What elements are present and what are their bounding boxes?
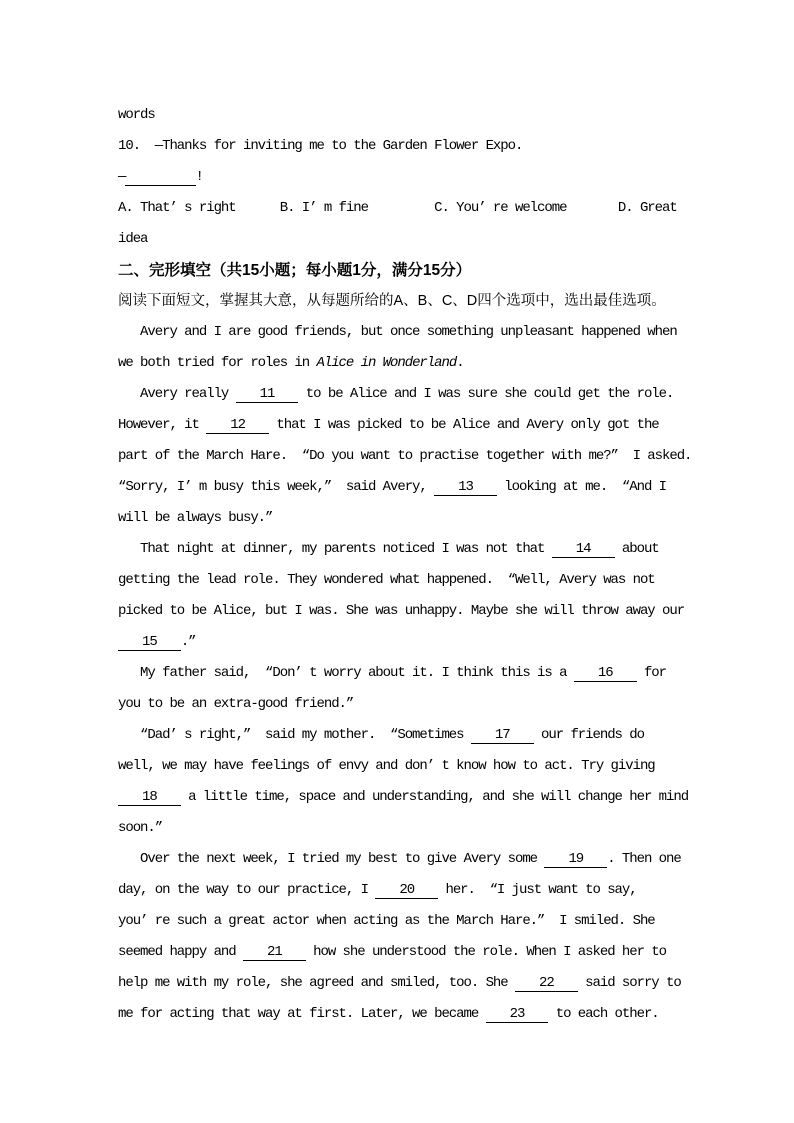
numbered-blank-underline: 13 <box>436 479 495 495</box>
numbered-blank-underline: 19 <box>546 851 606 867</box>
numbered-blank-underline: 20 <box>377 882 437 898</box>
numbered-blank-underline: 14 <box>553 541 613 557</box>
numbered-blank-underline: 21 <box>244 944 304 960</box>
book-title-italic: Alice in Wonderland <box>316 355 457 371</box>
numbered-blank-underline: 12 <box>208 417 268 433</box>
question-10-options-row: A. That’ s right B. I’ m fine C. You’ re welcome D. Great <box>118 200 677 216</box>
passage-line: “Sorry, I’ m busy this week,” said Avery, 13 looking at me. “And I <box>118 479 667 495</box>
passage-line: 15 .” <box>120 634 196 650</box>
numbered-blank-underline: 22 <box>516 975 576 991</box>
passage-line: we both tried for roles in Alice in Wonderland. <box>118 355 464 371</box>
passage-line: Avery and I are good friends, but once something unpleasant happened when <box>118 324 677 340</box>
passage-line: My father said, “Don’ t worry about it. I think this is a 16 for <box>118 665 667 681</box>
numbered-blank-underline: 17 <box>472 727 532 743</box>
cloze-section-instruction: 阅读下面短文，掌握其大意，从每题所给的A、B、C、D四个选项中，选出最佳选项。 <box>118 293 666 309</box>
passage-line: Over the next week, I tried my best to give Avery some 19 . Then one <box>118 851 681 867</box>
numbered-blank-underline: 16 <box>575 665 635 681</box>
passage-paragraph-5 <box>118 720 689 844</box>
question-10-stem: 10. —Thanks for inviting me to the Garden Flower Expo. <box>118 138 523 154</box>
page-content <box>118 100 692 1030</box>
passage-paragraph-6 <box>118 844 680 1030</box>
numbered-blank-underline <box>125 169 195 186</box>
passage-line: day, on the way to our practice, I 20 her. “I just want to say, <box>118 882 637 898</box>
question-9-carryover-text: words <box>118 107 155 123</box>
passage-line: getting the lead role. They wondered what happened. “Well, Avery was not <box>118 572 655 588</box>
question-10-answer-blank-line: — ! <box>118 169 203 185</box>
passage-line: 18 a little time, space and understanding, and she will change her mind <box>120 789 689 805</box>
passage-line: That night at dinner, my parents noticed I was not that 14 about <box>118 541 659 557</box>
question-10-option-d-overflow: idea <box>118 231 148 247</box>
passage-line: soon.” <box>118 820 163 836</box>
numbered-blank-underline: 23 <box>487 1006 547 1022</box>
passage-paragraph-3 <box>118 534 685 658</box>
passage-line: me for acting that way at first. Later, we became 23 to each other. <box>118 1006 659 1022</box>
passage-line: help me with my role, she agreed and smiled, too. She 22 said sorry to <box>118 975 681 991</box>
passage-line: you’ re such a great actor when acting as the March Hare.” I smiled. She <box>118 913 655 929</box>
passage-paragraph-4 <box>118 658 680 720</box>
passage-line: you to be an extra-good friend.” <box>118 696 354 712</box>
numbered-blank-underline: 18 <box>120 789 179 805</box>
passage-line: “Dad’ s right,” said my mother. “Sometimes 17 our friends do <box>118 727 644 743</box>
passage-line: Avery really 11 to be Alice and I was sure she could get the role. <box>118 386 674 402</box>
passage-line: picked to be Alice, but I was. She was unhappy. Maybe she will throw away our <box>118 603 685 619</box>
passage-line: seemed happy and 21 how she understood the role. When I asked her to <box>118 944 667 960</box>
numbered-blank-underline: 15 <box>120 634 179 650</box>
passage-line: However, it 12 that I was picked to be Alice and Avery only got the <box>118 417 659 433</box>
cloze-section-heading: 二、完形填空（共15小题；每小题1分，满分15分） <box>118 262 472 279</box>
passage-line: well, we may have feelings of envy and don’ t know how to act. Try giving <box>118 758 655 774</box>
numbered-blank-underline: 11 <box>237 386 297 402</box>
passage-paragraph-2 <box>118 379 692 534</box>
passage-line: part of the March Hare. “Do you want to practise together with me?” I asked. <box>118 448 692 464</box>
passage-line: will be always busy.” <box>118 510 273 526</box>
passage-paragraph-1 <box>118 317 680 379</box>
